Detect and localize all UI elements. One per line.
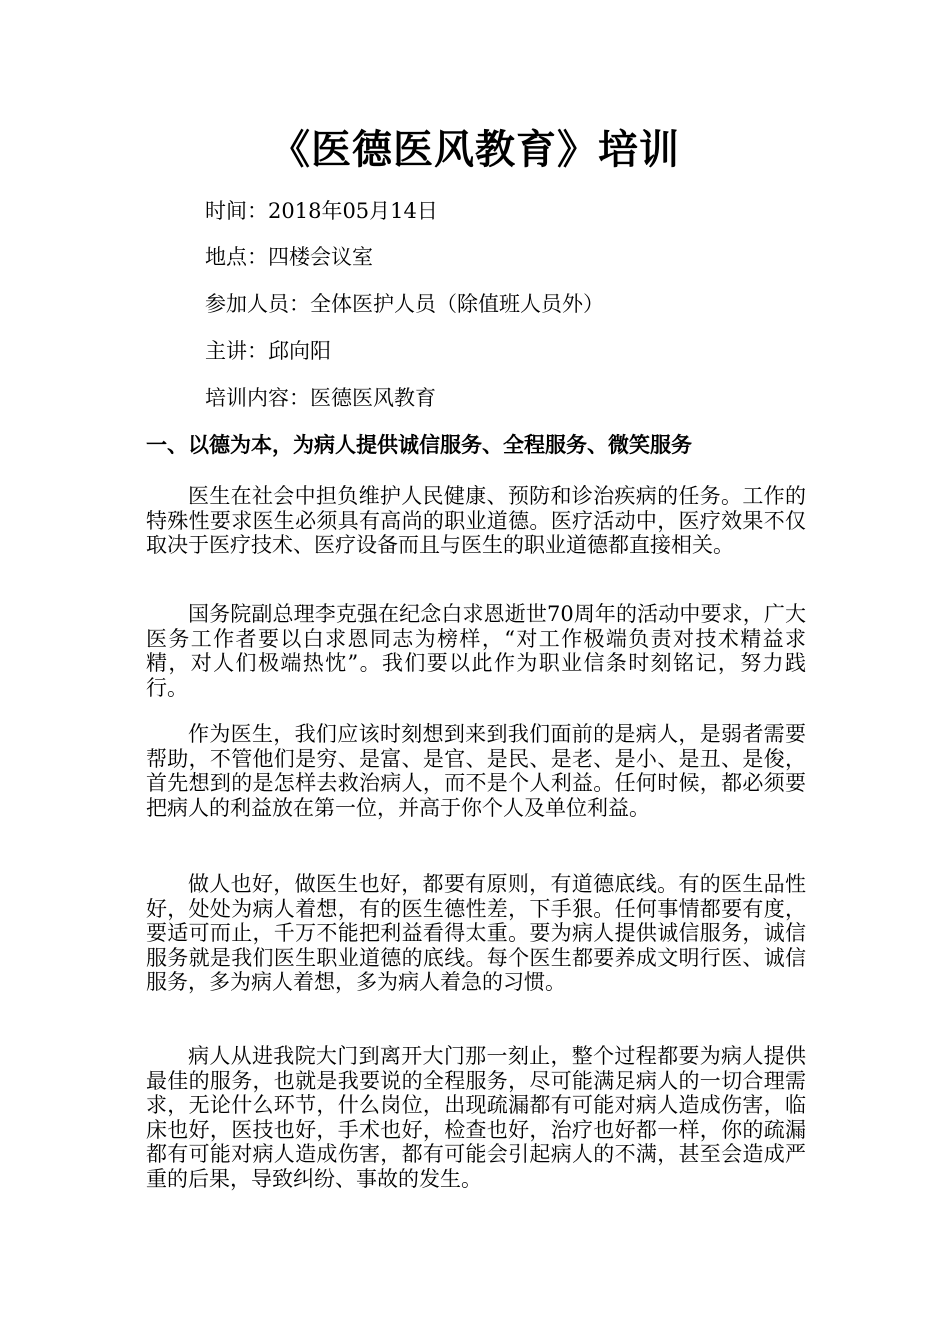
- document-title: 《医德医风教育》培训: [270, 126, 680, 173]
- meta-time-value: 2018年05月14日: [268, 199, 438, 223]
- meta-content-label: 培训内容：: [205, 386, 310, 410]
- meta-location: [205, 242, 373, 272]
- paragraph-4: 做人也好，做医生也好，都要有原则，有道德底线。有的医生品性好，处处为病人着想，有的医生德性差，下手狠。任何事情都要有度，要适可而止，千万不能把利益看得太重。要为病人提供诚信服务，诚信服务就是我们医生职业道德的底线。每个医生都要养成文明行医、诚信服务，多为病人着想，多为病人着急的习惯。: [146, 872, 806, 994]
- meta-content: [205, 383, 436, 413]
- section-heading: 一、以德为本，为病人提供诚信服务、全程服务、微笑服务: [146, 432, 692, 457]
- meta-attendees-label: 参加人员：: [205, 292, 310, 316]
- meta-attendees: [205, 289, 604, 319]
- meta-speaker-value: 邱向阳: [268, 339, 331, 363]
- paragraph-3: 作为医生，我们应该时刻想到来到我们面前的是病人，是弱者需要帮助，不管他们是穷、是富、是官、是民、是老、是小、是丑、是俊，首先想到的是怎样去救治病人，而不是个人利益。任何时候，都必须要把病人的利益放在第一位，并高于你个人及单位利益。: [146, 722, 806, 820]
- meta-speaker-label: 主讲：: [205, 339, 268, 363]
- paragraph-5: 病人从进我院大门到离开大门那一刻止，整个过程都要为病人提供最佳的服务，也就是我要说的全程服务，尽可能满足病人的一切合理需求，无论什么环节，什么岗位，出现疏漏都有可能对病人造成伤害，临床也好，医技也好，手术也好，检查也好，治疗也好都一样，你的疏漏都有可能对病人造成伤害，都有可能会引起病人的不满，甚至会造成严重的后果，导致纠纷、事故的发生。: [146, 1044, 806, 1191]
- meta-time: [205, 196, 438, 226]
- meta-content-value: 医德医风教育: [310, 386, 436, 410]
- meta-location-label: 地点：: [205, 245, 268, 269]
- meta-attendees-value: 全体医护人员（除值班人员外）: [310, 292, 604, 316]
- meta-speaker: [205, 336, 331, 366]
- meta-location-value: 四楼会议室: [268, 245, 373, 269]
- paragraph-1: 医生在社会中担负维护人民健康、预防和诊治疾病的任务。工作的特殊性要求医生必须具有高尚的职业道德。医疗活动中，医疗效果不仅取决于医疗技术、医疗设备而且与医生的职业道德都直接相关。: [146, 484, 806, 557]
- paragraph-2: 国务院副总理李克强在纪念白求恩逝世70周年的活动中要求，广大医务工作者要以白求恩同志为榜样，“对工作极端负责对技术精益求精，对人们极端热忱”。我们要以此作为职业信条时刻铭记，努力践行。: [146, 602, 806, 700]
- meta-time-label: 时间：: [205, 199, 268, 223]
